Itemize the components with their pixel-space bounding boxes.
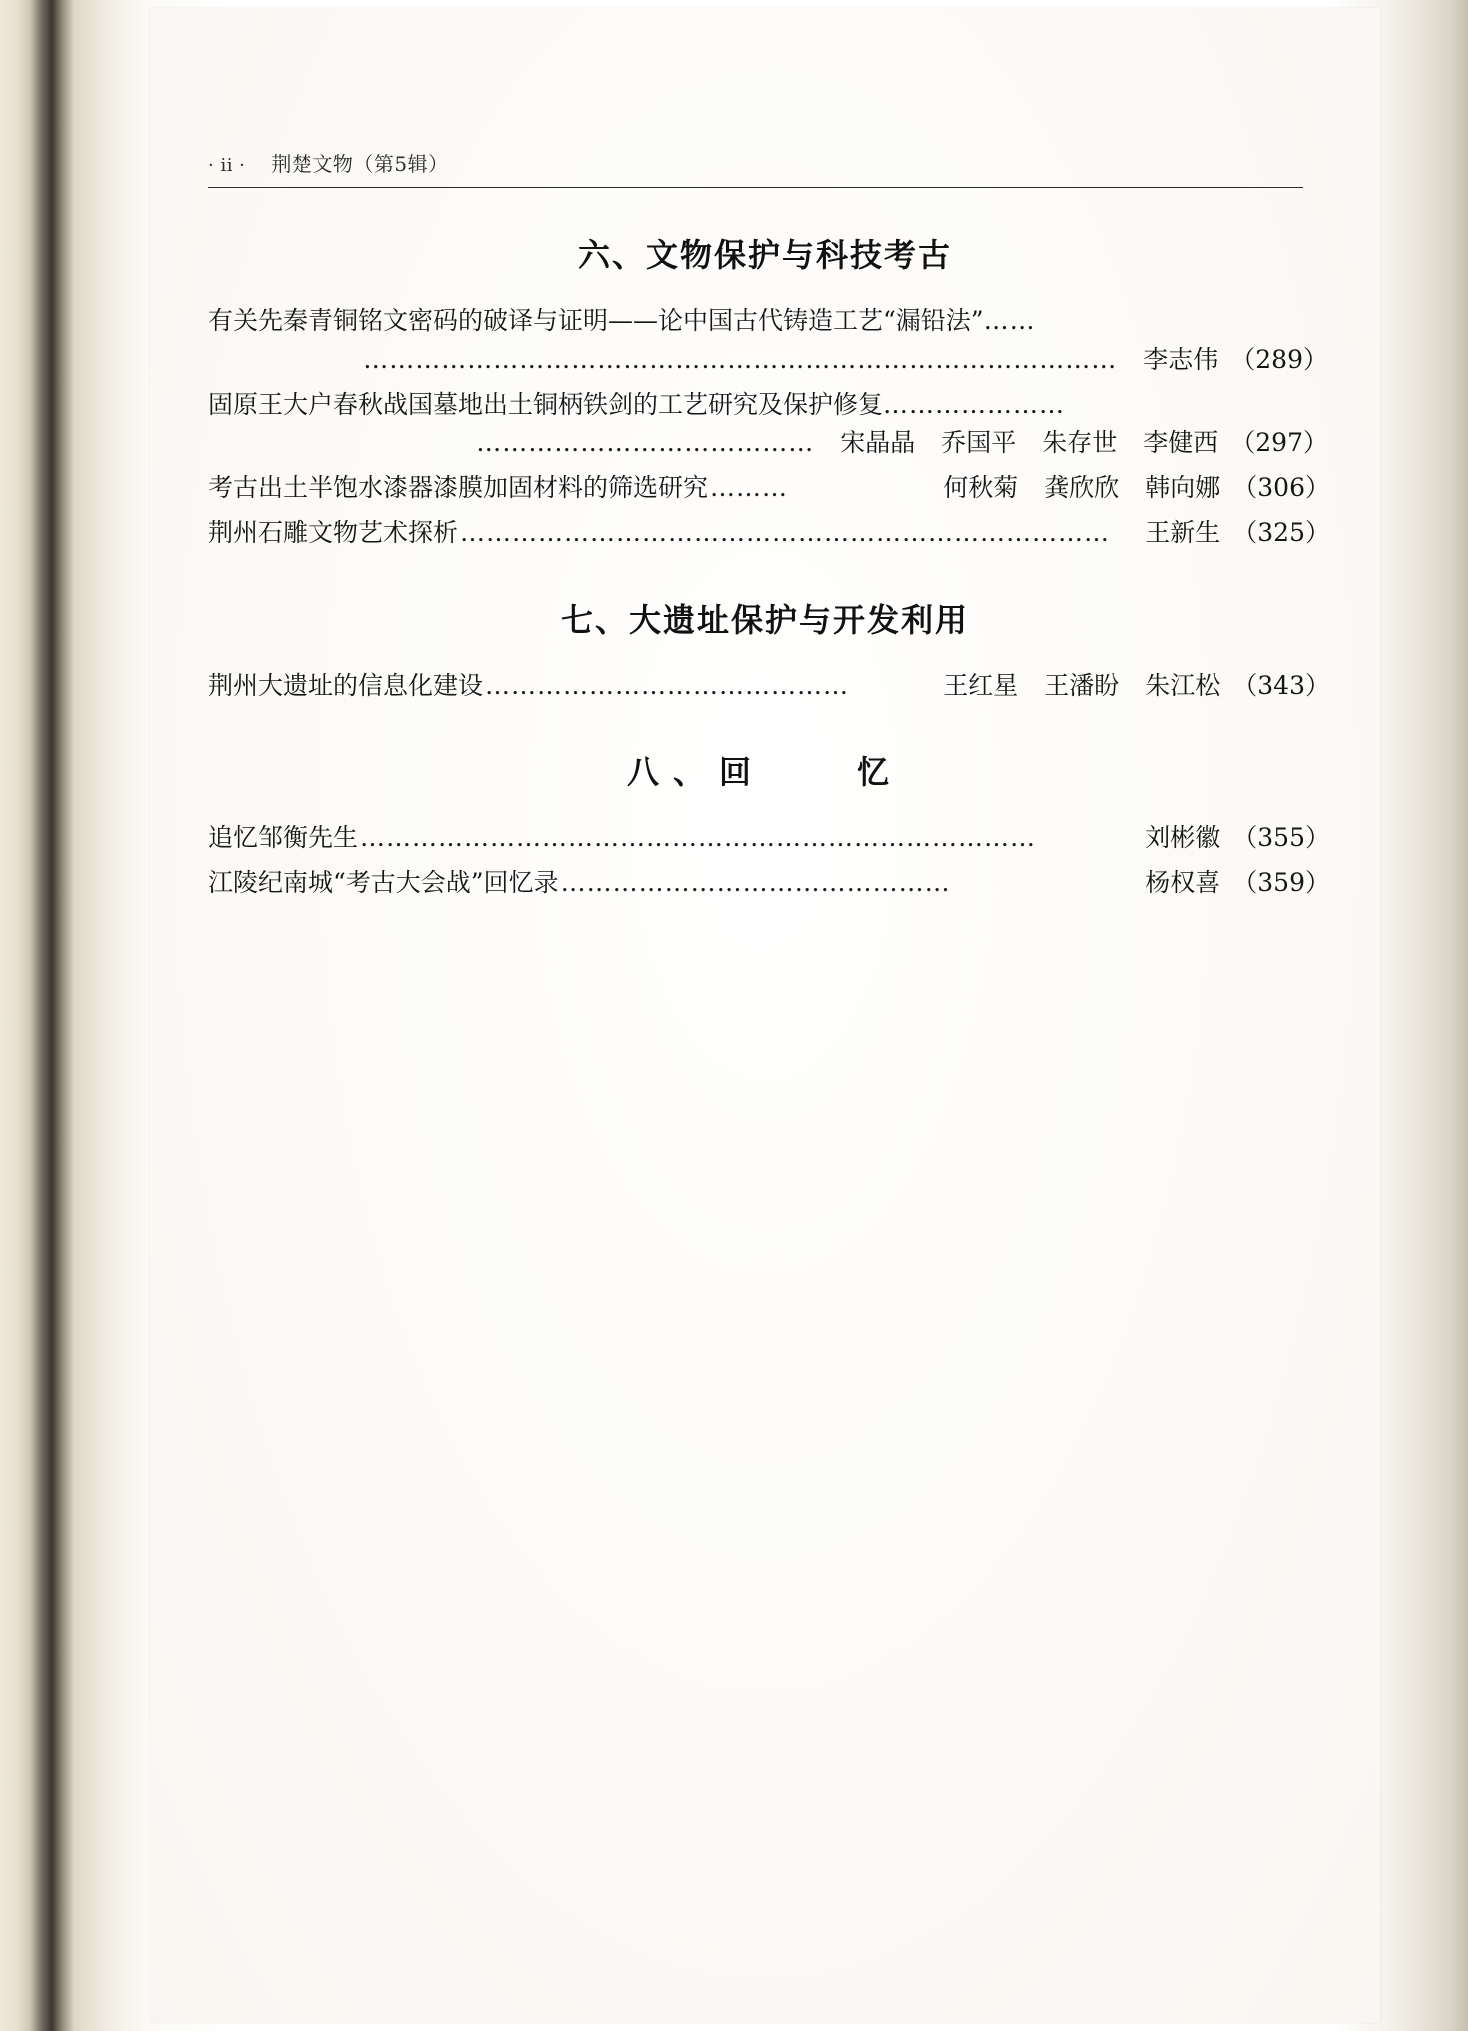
toc-entry-author-line [200,341,1330,380]
toc-entry-authors [943,469,1220,508]
leader-dots: ………………………………… [476,428,815,458]
toc-entry [200,469,1330,508]
section-heading: 八、回 忆 [626,753,903,792]
leader-dots: ……………………………………… [560,868,951,897]
leader-dots: ………………………………………………………………… [460,517,1111,547]
toc-entry-title: 荆州大遗址的信息化建设 [208,670,484,700]
toc-entry-title-line [200,386,1330,425]
toc-entry-author: 龚欣欣 [1044,473,1120,502]
toc-entry [200,864,1330,903]
toc-entry-author: 乔国平 [941,428,1017,458]
toc-entry-page: （306） [1232,473,1330,502]
toc-entry-author: 朱江松 [1145,670,1221,700]
toc-entry-author: 王红星 [943,670,1019,700]
toc-entry-page: （343） [1232,670,1330,700]
toc-entry-title: 江陵纪南城“考古大会战”回忆录 [208,868,559,897]
toc-entry-author-line [200,424,1330,463]
page-surface [150,8,1380,2023]
toc-entry-page: （355） [1232,823,1330,853]
page-header [200,148,1330,177]
toc-entry-title: 追忆邹衡先生 [208,823,359,853]
toc-entry-authors [1145,514,1220,553]
header-divider [208,187,1303,188]
toc-entry-title: 考古出土半饱水漆器漆膜加固材料的筛选研究 [208,473,709,502]
toc-entry [200,386,1330,464]
toc-entry-author: 何秋菊 [943,473,1019,502]
toc-entry-author: 刘彬徽 [1145,823,1221,853]
leader-dots: …………………………………… [485,670,850,700]
toc-entry-page: （289） [1230,344,1328,374]
toc-entry-title-line [200,302,1330,341]
toc-entry-page: （325） [1232,517,1330,547]
toc-entry-author: 李志伟 [1143,344,1219,374]
toc-entry [200,819,1330,858]
toc-entry-author: 宋晶晶 [840,428,916,458]
folio-number: · ii · [208,155,246,176]
leader-dots: ………………… [883,389,1066,419]
toc-entry-author: 李健西 [1143,428,1219,458]
toc-entry-author: 王潘盼 [1044,670,1120,700]
toc-entry-authors [1145,864,1220,903]
toc-entry [200,302,1330,380]
leader-dots: ……… [710,473,789,502]
leader-dots: …………………………………………………………………………… [363,344,1118,374]
section-heading: 六、文物保护与科技考古 [577,236,952,274]
toc-entry-authors [943,667,1220,706]
section-heading: 七、大遗址保护与开发利用 [560,600,969,639]
toc-entry-title: 有关先秦青铜铭文密码的破译与证明——论中国古代铸造工艺“漏铅法” [208,306,984,335]
toc-entry-title: 荆州石雕文物艺术探析 [208,517,459,547]
toc-entry-author: 朱存世 [1042,428,1118,458]
toc-entry [200,514,1330,553]
toc-entry-author: 王新生 [1145,517,1221,547]
leader-dots: …………………………………………………………………… [360,823,1037,853]
toc-entry-author: 韩向娜 [1145,473,1221,502]
book-page [150,8,1380,2023]
toc-entry [200,667,1330,706]
toc-entry-author: 杨权喜 [1145,868,1221,897]
leader-dots: …… [983,306,1036,335]
toc-entry-title: 固原王大户春秋战国墓地出土铜柄铁剑的工艺研究及保护修复 [208,389,884,419]
table-of-contents [200,148,1330,909]
running-title: 荆楚文物（第5辑） [271,152,449,176]
toc-entry-page: （359） [1232,868,1330,897]
toc-entry-page: （297） [1230,428,1328,458]
toc-entry-authors [1145,819,1220,858]
